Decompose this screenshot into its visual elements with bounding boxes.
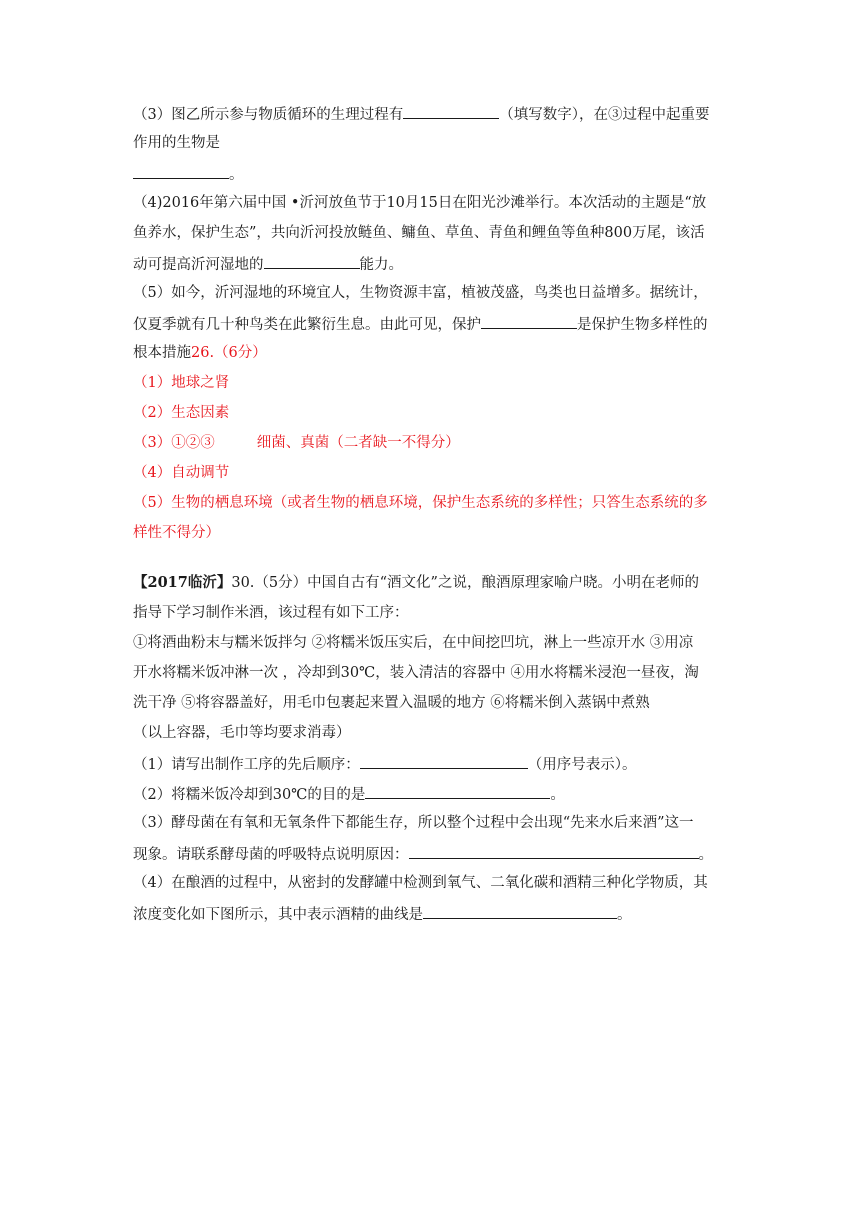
- period: 。: [229, 167, 244, 183]
- q25-part3-line3: [133, 163, 733, 185]
- answer-header: 26.（6分）: [191, 345, 267, 361]
- q25-part4-text: 动可提高沂河湿地的: [133, 257, 264, 273]
- q30-intro-line2: 指导下学习制作米酒，该过程有如下工序：: [133, 605, 409, 621]
- q30-steps-line2: 开水将糯米饭冲淋一次 ，冷却到30℃，装入清洁的容器中 ④用水将糯米浸泡一昼夜，淘: [133, 665, 699, 681]
- answer-2: （2）生态因素: [133, 405, 230, 421]
- q30-sub4-text-b: 。: [617, 907, 632, 923]
- answer-5-line1: （5）生物的栖息环境（或者生物的栖息环境，保护生态系统的多样性；只答生态系统的多: [133, 495, 708, 511]
- answer-blank: [409, 843, 699, 859]
- q25-part5-text-c: 根本措施: [133, 345, 191, 361]
- answer-blank: [360, 753, 528, 769]
- q25-part4-line3: [133, 253, 733, 275]
- q30-sub2-text-b: 。: [550, 787, 565, 803]
- q30-sub1-text: （1）请写出制作工序的先后顺序：: [133, 757, 360, 773]
- q30-steps-line3: 洗干净 ⑤将容器盖好，用毛巾包裹起来置入温暖的地方 ⑥将糯米倒入蒸锅中煮熟: [133, 695, 650, 711]
- answer-blank: [423, 903, 617, 919]
- q25-part3-text-b: （填写数字），在③过程中起重要: [499, 107, 710, 123]
- q25-part3-line2: 作用的生物是: [133, 135, 220, 151]
- answer-blank: [481, 313, 577, 329]
- answer-3-part-b: 细菌、真菌（二者缺一不得分）: [256, 435, 460, 451]
- answer-3: [133, 433, 733, 453]
- q30-steps-line1: ①将酒曲粉末与糯米饭拌匀 ②将糯米饭压实后，在中间挖凹坑，淋上一些凉开水 ③用凉: [133, 635, 694, 651]
- q30-sub1-text-b: （用序号表示）。: [527, 757, 637, 773]
- q25-part4-line2: 鱼养水，保护生态”，共向沂河投放鲢鱼、鳙鱼、草鱼、青鱼和鲤鱼等鱼种800万尾，该活: [133, 225, 705, 241]
- q30-sub3-line2: [133, 843, 733, 865]
- q30-intro-text: 30.（5分）中国自古有“酒文化”之说，酿酒原理家喻户晓。小明在老师的: [231, 575, 699, 591]
- q25-part5-line1: （5）如今，沂河湿地的环境宜人，生物资源丰富，植被茂盛，鸟类也日益增多。据统计，: [133, 285, 708, 301]
- q25-part5-line2: [133, 313, 733, 335]
- answer-blank: [133, 163, 229, 179]
- answer-blank: [365, 783, 550, 799]
- q30-sub2-text: （2）将糯米饭冷却到30℃的目的是: [133, 787, 366, 803]
- q30-sub4-line1: （4）在酿酒的过程中，从密封的发酵罐中检测到氧气、二氧化碳和酒精三种化学物质，其: [133, 875, 708, 891]
- answer-5-line2: 样性不得分）: [133, 525, 220, 541]
- source-tag: 【2017临沂】: [133, 574, 232, 591]
- answer-blank: [403, 103, 499, 119]
- q25-part4-text-b: 能力。: [359, 257, 403, 273]
- q30-sub4-text: 浓度变化如下图所示，其中表示酒精的曲线是: [133, 907, 423, 923]
- q25-part4-line1: （4)2016年第六届中国 •沂河放鱼节于10月15日在阳光沙滩举行。本次活动的主题是“放: [133, 195, 707, 211]
- q30-sub3-text: 现象。请联系酵母菌的呼吸特点说明原因：: [133, 847, 409, 863]
- q30-sub1: [133, 753, 733, 775]
- q30-sub4-line2: [133, 903, 733, 925]
- q30-sub2: [133, 783, 733, 805]
- q25-part5-text-b: 是保护生物多样性的: [577, 317, 708, 333]
- answer-4: （4）自动调节: [133, 465, 230, 481]
- answer-1: （1）地球之肾: [133, 375, 230, 391]
- q30-sub3-line1: （3）酵母菌在有氧和无氧条件下都能生存，所以整个过程中会出现“先来水后来酒”这一: [133, 815, 694, 831]
- q25-part5-text: 仅夏季就有几十种鸟类在此繁衍生息。由此可见，保护: [133, 317, 481, 333]
- q30-intro-line1: [133, 573, 733, 593]
- q25-part3-line1: [133, 103, 733, 125]
- q30-sub3-text-b: 。: [698, 847, 713, 863]
- q30-note: （以上容器，毛巾等均要求消毒）: [133, 725, 351, 741]
- q25-part3-text: （3）图乙所示参与物质循环的生理过程有: [133, 107, 404, 123]
- answer-blank: [264, 253, 360, 269]
- answer-3-part-a: （3）①②③: [133, 435, 215, 451]
- q25-part5-line3: [133, 343, 733, 363]
